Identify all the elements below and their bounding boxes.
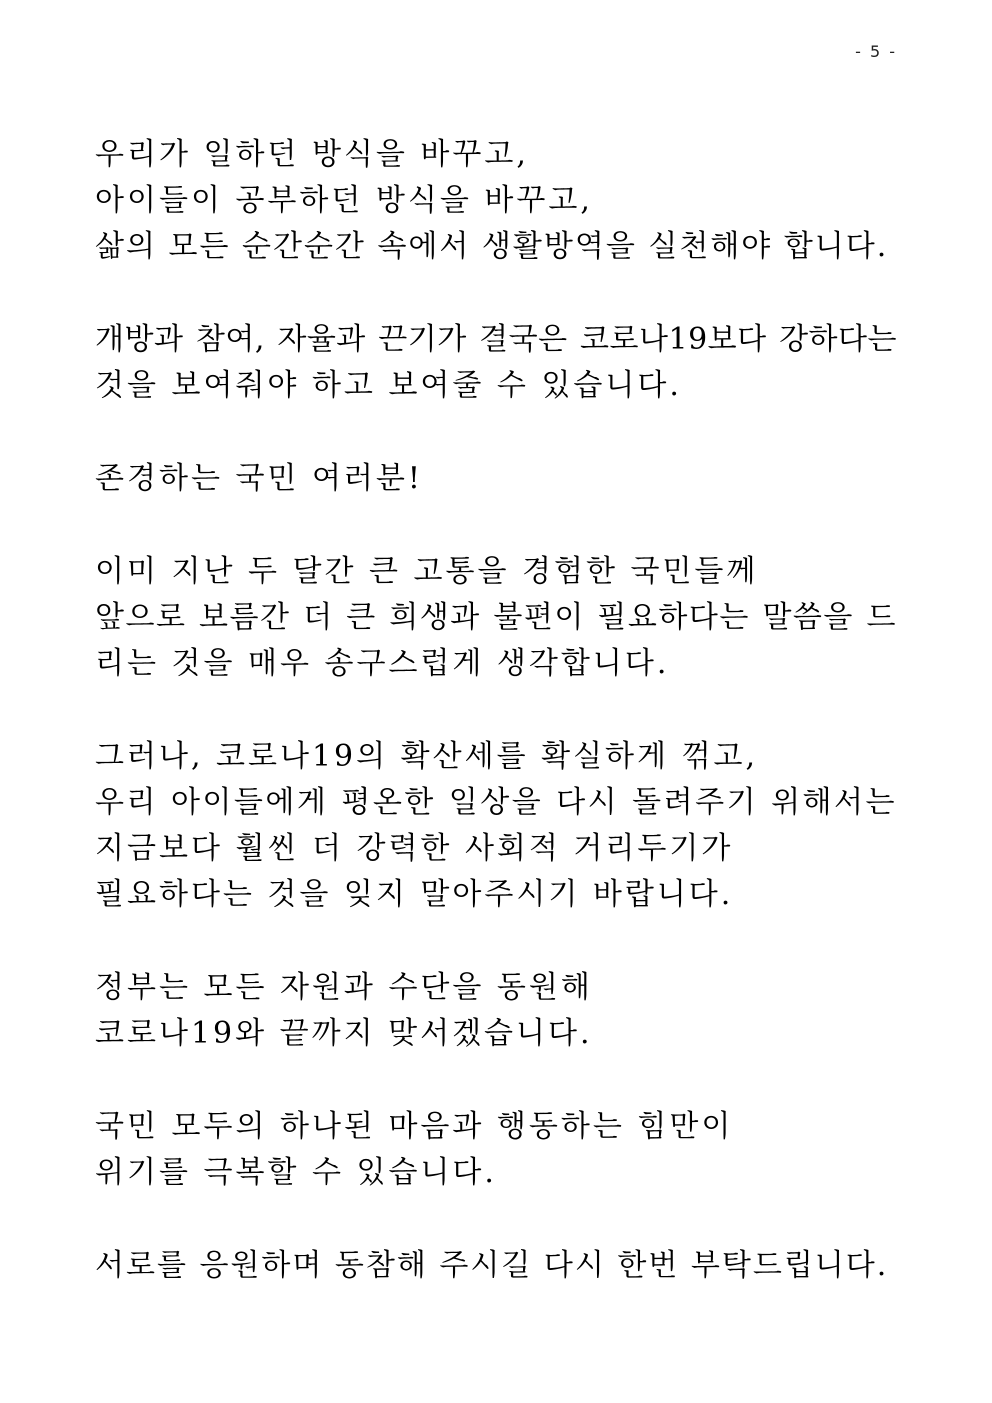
text-line: 필요하다는 것을 잊지 말아주시기 바랍니다. xyxy=(95,877,734,912)
text-line: 정부는 모든 자원과 수단을 동원해 xyxy=(95,970,593,1005)
paragraph-2 xyxy=(95,317,897,409)
paragraph-3 xyxy=(95,456,897,502)
text-line: 우리 아이들에게 평온한 일상을 다시 돌려주기 위해서는 xyxy=(95,785,897,820)
paragraph-8 xyxy=(95,1243,897,1289)
text-line: 앞으로 보름간 더 큰 희생과 불편이 필요하다는 말씀을 드 xyxy=(95,600,897,635)
text-line: 삶의 모든 순간순간 속에서 생활방역을 실천해야 합니다. xyxy=(95,229,889,264)
text-line: 이미 지난 두 달간 큰 고통을 경험한 국민들께 xyxy=(95,554,759,589)
paragraph-1 xyxy=(95,132,897,270)
page-number: - 5 - xyxy=(855,42,897,61)
text-line: 코로나19와 끝까지 맞서겠습니다. xyxy=(95,1016,593,1051)
text-line: 개방과 참여, 자율과 끈기가 결국은 코로나19보다 강하다는 xyxy=(95,322,897,357)
text-line: 존경하는 국민 여러분! xyxy=(95,461,423,496)
text-line: 서로를 응원하며 동참해 주시길 다시 한번 부탁드립니다. xyxy=(95,1248,889,1283)
paragraph-4 xyxy=(95,549,897,687)
text-line: 리는 것을 매우 송구스럽게 생각합니다. xyxy=(95,646,670,681)
text-line: 위기를 극복할 수 있습니다. xyxy=(95,1155,497,1190)
text-line: 아이들이 공부하던 방식을 바꾸고, xyxy=(95,183,593,218)
paragraph-7 xyxy=(95,1104,897,1196)
text-line: 우리가 일하던 방식을 바꾸고, xyxy=(95,137,529,172)
document-body xyxy=(95,132,897,1336)
text-line: 것을 보여줘야 하고 보여줄 수 있습니다. xyxy=(95,368,682,403)
text-line: 국민 모두의 하나된 마음과 행동하는 힘만이 xyxy=(95,1109,734,1144)
text-line: 그러나, 코로나19의 확산세를 확실하게 꺾고, xyxy=(95,739,759,774)
text-line: 지금보다 훨씬 더 강력한 사회적 거리두기가 xyxy=(95,831,734,866)
paragraph-5 xyxy=(95,734,897,918)
paragraph-6 xyxy=(95,965,897,1057)
